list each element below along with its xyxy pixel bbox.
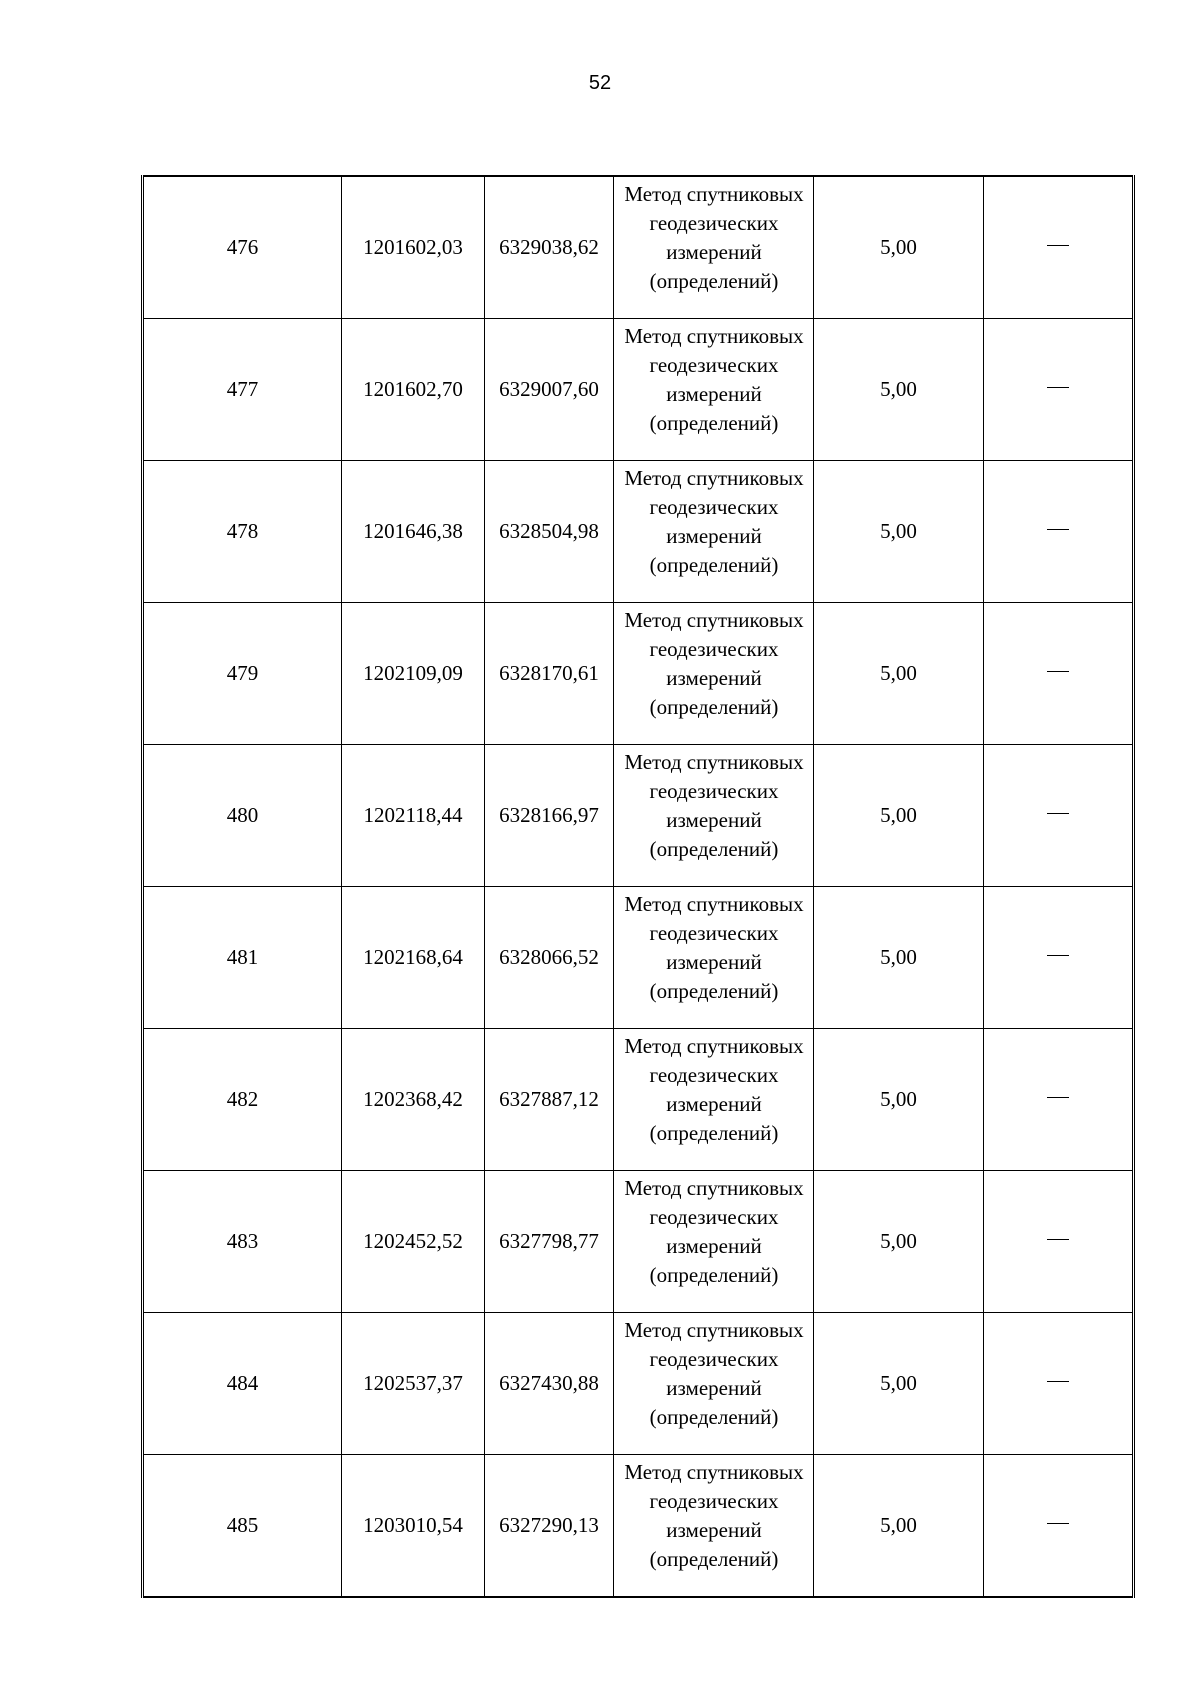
point-number-cell: 485 [143,1455,342,1598]
dash-mark [1047,1523,1069,1524]
note-cell [984,1313,1134,1455]
x-coordinate-cell: 1201602,70 [342,319,485,461]
precision-cell: 5,00 [814,1455,984,1598]
table-row [143,319,1134,461]
dash-mark [1047,245,1069,246]
precision-cell: 5,00 [814,1171,984,1313]
note-cell [984,603,1134,745]
table-row [143,1029,1134,1171]
point-number-cell: 477 [143,319,342,461]
method-cell [614,1313,814,1455]
precision-cell: 5,00 [814,461,984,603]
method-text: Метод спутниковых геодезических измерений (определений) [624,466,804,577]
dash-mark [1047,1097,1069,1098]
note-cell [984,1029,1134,1171]
y-coordinate-cell: 6327887,12 [485,1029,614,1171]
x-coordinate-cell: 1202537,37 [342,1313,485,1455]
point-number-cell: 482 [143,1029,342,1171]
method-text: Метод спутниковых геодезических измерений (определений) [624,1034,804,1145]
dash-mark [1047,813,1069,814]
precision-cell: 5,00 [814,176,984,319]
precision-cell: 5,00 [814,745,984,887]
method-cell [614,1171,814,1313]
coordinates-table-body [143,176,1134,1597]
dash-mark [1047,1239,1069,1240]
x-coordinate-cell: 1201646,38 [342,461,485,603]
note-cell [984,1171,1134,1313]
dash-mark [1047,529,1069,530]
note-cell [984,745,1134,887]
note-cell [984,887,1134,1029]
note-cell [984,1455,1134,1598]
table-row [143,745,1134,887]
y-coordinate-cell: 6327290,13 [485,1455,614,1598]
method-cell [614,745,814,887]
x-coordinate-cell: 1202452,52 [342,1171,485,1313]
note-cell [984,319,1134,461]
point-number-cell: 484 [143,1313,342,1455]
method-cell [614,1455,814,1598]
note-cell [984,461,1134,603]
note-cell [984,176,1134,319]
precision-cell: 5,00 [814,1313,984,1455]
point-number-cell: 483 [143,1171,342,1313]
dash-mark [1047,387,1069,388]
table-row [143,176,1134,319]
table-row [143,461,1134,603]
point-number-cell: 480 [143,745,342,887]
point-number-cell: 481 [143,887,342,1029]
precision-cell: 5,00 [814,603,984,745]
y-coordinate-cell: 6327430,88 [485,1313,614,1455]
table-row [143,1455,1134,1598]
point-number-cell: 478 [143,461,342,603]
dash-mark [1047,1381,1069,1382]
table-row [143,887,1134,1029]
precision-cell: 5,00 [814,319,984,461]
method-cell [614,1029,814,1171]
method-text: Метод спутниковых геодезических измерений (определений) [624,608,804,719]
precision-cell: 5,00 [814,887,984,1029]
method-text: Метод спутниковых геодезических измерений (определений) [624,182,804,293]
y-coordinate-cell: 6329038,62 [485,176,614,319]
coordinates-table [141,175,1135,1598]
method-text: Метод спутниковых геодезических измерений (определений) [624,892,804,1003]
x-coordinate-cell: 1202118,44 [342,745,485,887]
method-cell [614,887,814,1029]
method-cell [614,176,814,319]
precision-cell: 5,00 [814,1029,984,1171]
table-row [143,603,1134,745]
page-number: 52 [588,72,612,94]
method-text: Метод спутниковых геодезических измерений (определений) [624,1460,804,1571]
method-cell [614,461,814,603]
method-cell [614,319,814,461]
x-coordinate-cell: 1202109,09 [342,603,485,745]
x-coordinate-cell: 1201602,03 [342,176,485,319]
method-text: Метод спутниковых геодезических измерений (определений) [624,324,804,435]
dash-mark [1047,671,1069,672]
point-number-cell: 476 [143,176,342,319]
y-coordinate-cell: 6328166,97 [485,745,614,887]
point-number-cell: 479 [143,603,342,745]
y-coordinate-cell: 6328504,98 [485,461,614,603]
dash-mark [1047,955,1069,956]
x-coordinate-cell: 1202168,64 [342,887,485,1029]
y-coordinate-cell: 6328066,52 [485,887,614,1029]
method-cell [614,603,814,745]
x-coordinate-cell: 1203010,54 [342,1455,485,1598]
y-coordinate-cell: 6329007,60 [485,319,614,461]
table-row [143,1171,1134,1313]
x-coordinate-cell: 1202368,42 [342,1029,485,1171]
method-text: Метод спутниковых геодезических измерений (определений) [624,1176,804,1287]
y-coordinate-cell: 6328170,61 [485,603,614,745]
method-text: Метод спутниковых геодезических измерений (определений) [624,1318,804,1429]
method-text: Метод спутниковых геодезических измерений (определений) [624,750,804,861]
table-row [143,1313,1134,1455]
y-coordinate-cell: 6327798,77 [485,1171,614,1313]
